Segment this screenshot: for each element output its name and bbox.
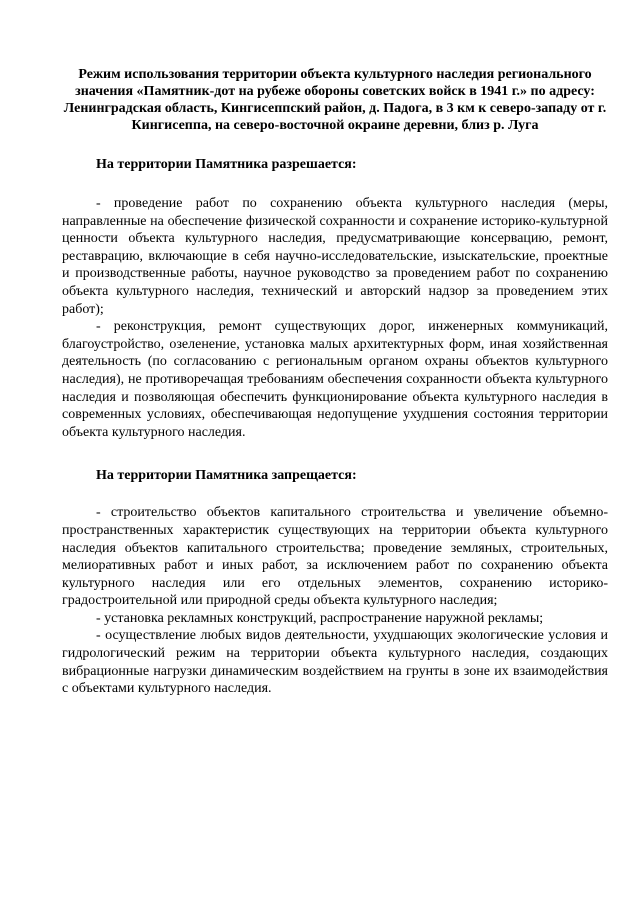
prohibited-item-3: - осуществление любых видов деятельности, ухудшающих экологические условия и гидрологический режим на территории объекта культурного наследия, создающих вибрационные нагрузки динамическим воздействием на грунты в зоне их взаимодействия с объектами культурного наследия. bbox=[62, 628, 608, 697]
document-page bbox=[62, 66, 608, 698]
prohibited-item-1: - строительство объектов капитального строительства и увеличение объемно-пространственных характеристик существующих на территории объекта культурного наследия объектов капитального строительства; проведение земляных, строительных, мелиоративных работ и иных работ, за исключением работ по сохранению объекта культурного наследия или его отдельных элементов, сохранению историко-градостроительной или природной среды объекта культурного наследия; bbox=[62, 505, 608, 609]
document-title: Режим использования территории объекта культурного наследия регионального значения «Памятник-дот на рубеже обороны советских войск в 1941 г.» по адресу: Ленинградская область, Кингисеппский район, д. Падога, в 3 км к северо-западу от г. Кингисеппа, на северо-восточной окраине деревни, близ р. Луга bbox=[63, 67, 607, 133]
prohibited-heading: На территории Памятника запрещается: bbox=[96, 468, 357, 484]
allowed-heading: На территории Памятника разрешается: bbox=[96, 157, 357, 172]
allowed-item-2: - реконструкция, ремонт существующих дорог, инженерных коммуникаций, благоустройство, озеленение, установка малых архитектурных форм, иная хозяйственная деятельность (по согласованию с региональным органом охраны объектов культурного наследия), не противоречащая требованиям обеспечения сохранности объекта культурного наследия и позволяющая обеспечить функционирование объекта культурного наследия в современных условиях, обеспечивающая недопущение ухудшения состояния территории объекта культурного наследия. bbox=[62, 319, 608, 440]
prohibited-item-2: - установка рекламных конструкций, распространение наружной рекламы; bbox=[96, 610, 544, 626]
allowed-item-1: - проведение работ по сохранению объекта культурного наследия (меры, направленные на обеспечение физической сохранности и сохранение историко-культурной ценности объекта культурного наследия, предусматривающие консервацию, ремонт, реставрацию, включающие в себя научно-исследовательские, изыскательские, проектные и производственные работы, научное руководство за проведением работ по сохранению объекта культурного наследия, технический и авторский надзор за проведением этих работ); bbox=[62, 196, 608, 317]
